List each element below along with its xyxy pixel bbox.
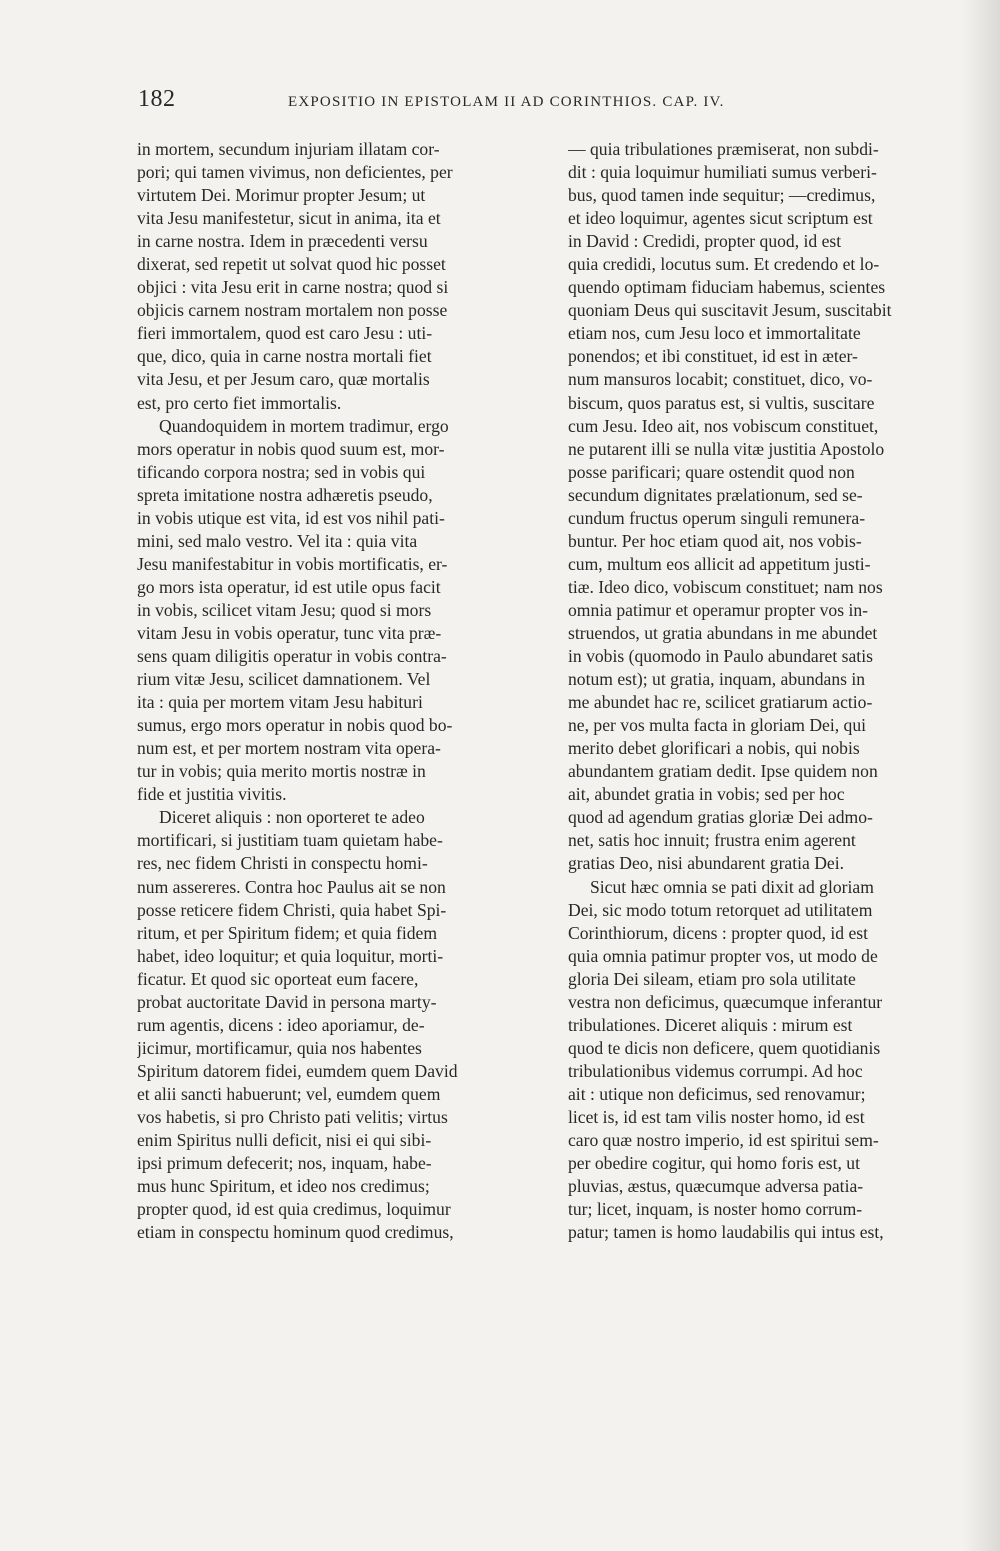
text-line: num est, et per mortem nostram vita opera- [137, 738, 441, 759]
text-line: quod ad agendum gratias gloriæ Dei admo- [568, 807, 873, 828]
page-edge-shadow [962, 0, 1000, 1551]
text-line: posse reticere fidem Christi, quia habet Spi- [137, 899, 447, 920]
text-line: num assereres. Contra hoc Paulus ait se non [137, 876, 446, 897]
text-line: ipsi primum defecerit; nos, inquam, habe- [137, 1153, 432, 1174]
text-line: ritum, et per Spiritum fidem; et quia fidem [137, 922, 438, 943]
text-line: caro quæ nostro imperio, id est spiritui sem- [568, 1130, 879, 1151]
text-line: sens quam diligitis operatur in vobis contra- [137, 646, 447, 667]
text-line: quoniam Deus qui suscitavit Jesum, suscitabit [568, 300, 892, 321]
text-line: Quandoquidem in mortem tradimur, ergo [159, 415, 449, 436]
text-line: ita : quia per mortem vitam Jesu habituri [137, 692, 423, 713]
text-line: pluvias, æstus, quæcumque adversa patia- [568, 1176, 864, 1197]
text-line: virtutem Dei. Morimur propter Jesum; ut [137, 185, 426, 206]
text-line: etiam in conspectu hominum quod credimus, [137, 1222, 454, 1243]
text-line: abundantem gratiam dedit. Ipse quidem non [568, 761, 878, 782]
text-line: mus hunc Spiritum, et ideo nos credimus; [137, 1176, 430, 1197]
text-line: notum est); ut gratia, inquam, abundans in [568, 669, 866, 690]
text-line: ne, per vos multa facta in gloriam Dei, qui [568, 715, 867, 736]
text-line: quendo optimam fiduciam habemus, scientes [568, 277, 886, 298]
text-line: Sicut hæc omnia se pati dixit ad gloriam [590, 876, 874, 897]
text-line: et alii sancti habuerunt; vel, eumdem quem [137, 1083, 441, 1104]
text-line: cum, multum eos allicit ad appetitum justi- [568, 553, 871, 574]
text-line: struendos, ut gratia abundans in me abundet [568, 622, 878, 643]
text-line: posse parificari; quare ostendit quod non [568, 461, 855, 482]
text-line: sumus, ergo mors operatur in nobis quod bo- [137, 715, 453, 736]
page-header [138, 86, 958, 118]
text-line: omnia patimur et operamur propter vos in- [568, 599, 868, 620]
text-line: bus, quod tamen inde sequitur; —credimus, [568, 185, 876, 206]
text-line: res, nec fidem Christi in conspectu homi- [137, 853, 428, 874]
text-line: in carne nostra. Idem in præcedenti versu [137, 231, 428, 252]
text-line: quia credidi, locutus sum. Et credendo et lo- [568, 254, 880, 275]
text-line: Spiritum datorem fidei, eumdem quem David [137, 1060, 458, 1081]
text-line: per obedire cogitur, qui homo foris est, ut [568, 1153, 860, 1174]
text-line: ait, abundet gratia in vobis; sed per hoc [568, 784, 845, 805]
text-line: probat auctoritate David in persona marty- [137, 991, 437, 1012]
text-line: Diceret aliquis : non oporteret te adeo [159, 807, 425, 828]
text-line: vita Jesu, et per Jesum caro, quæ mortalis [137, 369, 430, 390]
text-line: tiæ. Ideo dico, vobiscum constituet; nam nos [568, 576, 883, 597]
right-text-column [568, 138, 960, 1244]
text-line: cum Jesu. Ideo ait, nos vobiscum constituet, [568, 415, 879, 436]
text-line: Jesu manifestabitur in vobis mortificatis, er- [137, 553, 448, 574]
text-line: dixerat, sed repetit ut solvat quod hic posset [137, 254, 446, 275]
text-line: jicimur, mortificamur, quia nos habentes [137, 1037, 422, 1058]
text-line: pori; qui tamen vivimus, non deficientes, per [137, 162, 453, 183]
text-line: tur in vobis; quia merito mortis nostræ in [137, 761, 426, 782]
text-line: gratias Deo, nisi abundarent gratia Dei. [568, 853, 845, 874]
text-line: dit : quia loquimur humiliati sumus verberi- [568, 162, 877, 183]
text-line: objicis carnem nostram mortalem non posse [137, 300, 448, 321]
text-line: vestra non deficimus, quæcumque inferantur [568, 991, 883, 1012]
text-line: — quia tribulationes præmiserat, non subdi- [568, 139, 879, 159]
running-head: EXPOSITIO IN EPISTOLAM II AD CORINTHIOS. CAP. IV. [288, 94, 725, 110]
text-line: est, pro certo fiet immortalis. [137, 392, 342, 413]
text-line: go mors ista operatur, id est utile opus facit [137, 576, 441, 597]
text-line: in vobis utique est vita, id est vos nihil pati- [137, 507, 445, 528]
text-line: spreta imitatione nostra adhæretis pseudo, [137, 484, 433, 505]
left-text-column [137, 138, 529, 1244]
text-line: que, dico, quia in carne nostra mortali fiet [137, 346, 432, 367]
text-line: rium vitæ Jesu, scilicet damnationem. Vel [137, 669, 431, 690]
text-line: mini, sed malo vestro. Vel ita : quia vita [137, 530, 418, 551]
text-line: objici : vita Jesu erit in carne nostra; quod si [137, 277, 449, 298]
text-line: etiam nos, cum Jesu loco et immortalitate [568, 323, 861, 344]
text-line: net, satis hoc innuit; frustra enim agerent [568, 830, 856, 851]
text-line: vos habetis, si pro Christo pati velitis; virtus [137, 1106, 448, 1127]
text-line: habet, ideo loquitur; et quia loquitur, morti- [137, 945, 444, 966]
text-line: enim Spiritus nulli deficit, nisi ei qui sibi- [137, 1130, 432, 1151]
text-line: fide et justitia vivitis. [137, 784, 287, 805]
text-line: rum agentis, dicens : ideo aporiamur, de- [137, 1014, 425, 1035]
text-line: patur; tamen is homo laudabilis qui intus est, [568, 1222, 884, 1243]
text-line: mortificari, si justitiam tuam quietam habe- [137, 830, 443, 851]
text-line: in vobis (quomodo in Paulo abundaret satis [568, 646, 873, 667]
text-line: tur; licet, inquam, is noster homo corrum- [568, 1199, 863, 1220]
text-line: propter quod, id est quia credimus, loquimur [137, 1199, 451, 1220]
text-line: biscum, quos paratus est, si vultis, suscitare [568, 392, 875, 413]
text-line: cundum fructus operum singuli remunera- [568, 507, 866, 528]
text-line: tribulationes. Diceret aliquis : mirum est [568, 1014, 853, 1035]
text-line: Corinthiorum, dicens : propter quod, id est [568, 922, 869, 943]
page-number: 182 [138, 86, 176, 112]
text-line: secundum dignitates prælationum, sed se- [568, 484, 863, 505]
text-line: in mortem, secundum injuriam illatam cor- [137, 139, 440, 159]
text-line: quia omnia patimur propter vos, ut modo de [568, 945, 878, 966]
text-line: Dei, sic modo totum retorquet ad utilitatem [568, 899, 873, 920]
text-line: tribulationibus videmus corrumpi. Ad hoc [568, 1060, 863, 1081]
text-line: num mansuros locabit; constituet, dico, vo- [568, 369, 873, 390]
text-line: ait : utique non deficimus, sed renovamur; [568, 1083, 866, 1104]
text-line: in David : Credidi, propter quod, id est [568, 231, 842, 252]
text-line: quod te dicis non deficere, quem quotidianis [568, 1037, 881, 1058]
text-line: in vobis, scilicet vitam Jesu; quod si mors [137, 599, 432, 620]
text-line: ponendos; et ibi constituet, id est in æter- [568, 346, 858, 367]
text-line: me abundet hac re, scilicet gratiarum actio- [568, 692, 873, 713]
text-line: et ideo loquimur, agentes sicut scriptum est [568, 208, 873, 229]
text-line: ne putarent illi se nulla vitæ justitia Apostolo [568, 438, 885, 459]
text-line: gloria Dei sileam, etiam pro sola utilitate [568, 968, 856, 989]
text-line: merito debet glorificari a nobis, qui nobis [568, 738, 860, 759]
text-line: ficatur. Et quod sic oporteat eum facere, [137, 968, 419, 989]
text-line: buntur. Per hoc etiam quod ait, nos vobis- [568, 530, 862, 551]
text-line: fieri immortalem, quod est caro Jesu : uti- [137, 323, 433, 344]
text-line: vitam Jesu in vobis operatur, tunc vita præ- [137, 622, 442, 643]
text-line: mors operatur in nobis quod suum est, mor- [137, 438, 445, 459]
text-line: licet is, id est tam vilis noster homo, id est [568, 1106, 865, 1127]
text-line: vita Jesu manifestetur, sicut in anima, ita et [137, 208, 441, 229]
text-line: tificando corpora nostra; sed in vobis qui [137, 461, 426, 482]
